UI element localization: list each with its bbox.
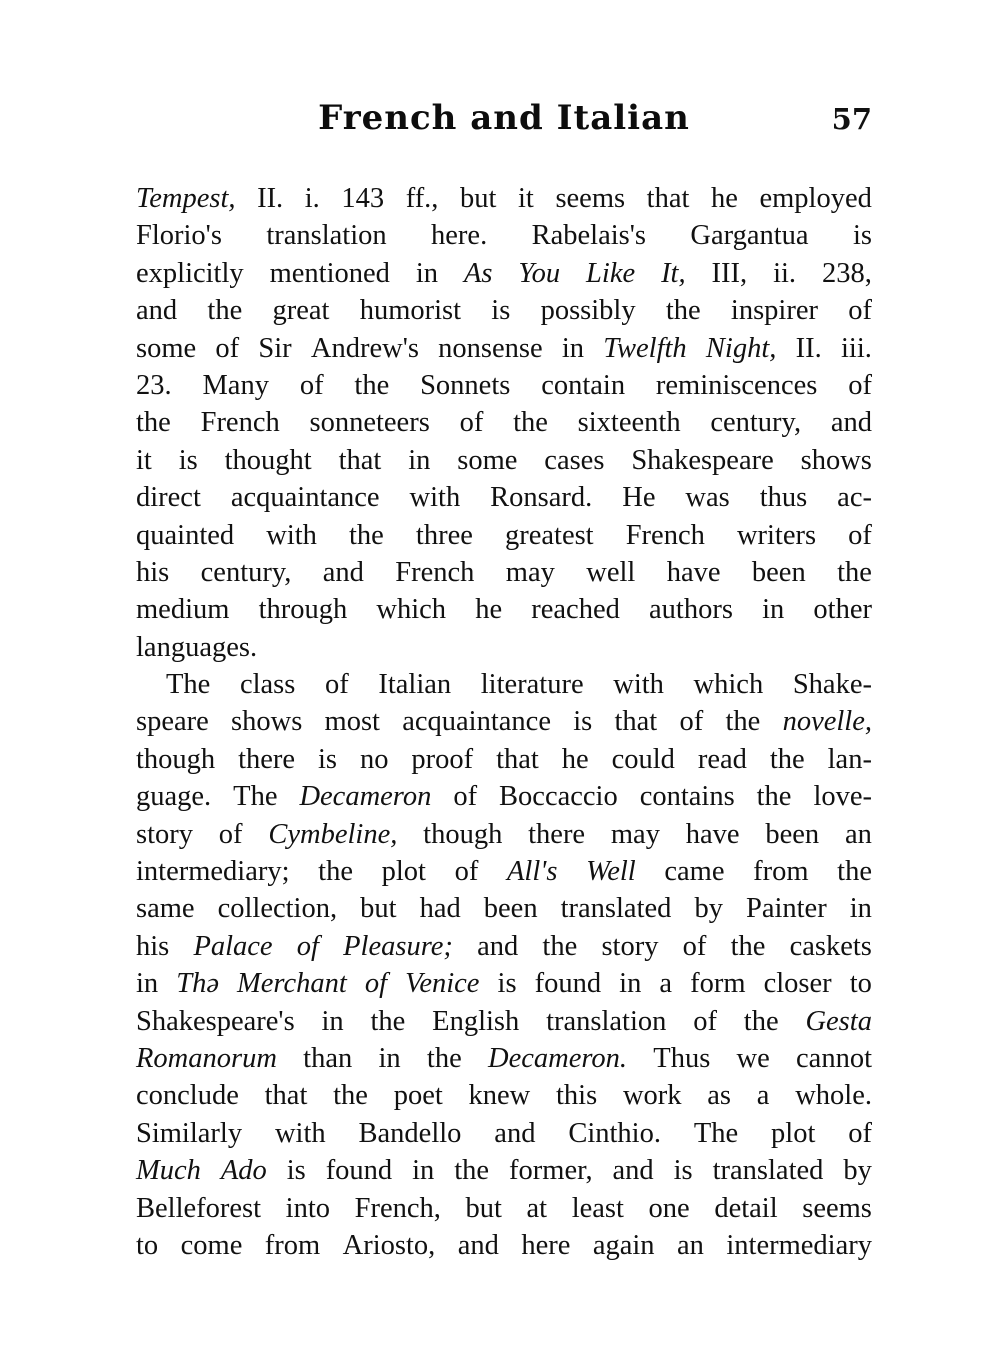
word: in [762,594,785,626]
word: but [460,183,497,214]
word: translated [560,893,672,925]
word: medium [136,594,230,626]
word: As [463,257,493,289]
word: novelle, [782,706,872,738]
word: and [457,1229,499,1261]
word: writers [736,519,817,551]
text-line [136,479,872,516]
word: the [333,1080,368,1112]
word: of [215,332,240,364]
word: of [848,519,872,551]
word: guage. [136,781,212,813]
word: come [180,1229,243,1261]
word: an [677,1229,704,1261]
word: knew [468,1080,531,1112]
word: II. [257,183,284,214]
word: other [813,594,872,626]
word: the [207,295,243,327]
word: which [376,594,447,626]
word: closer [763,968,832,1000]
word: an [844,818,872,850]
word: translation [546,1005,667,1037]
word: English [432,1005,520,1037]
text-line [136,1152,872,1189]
word: that [496,743,539,775]
word: is [178,444,198,476]
word: to [849,968,872,1000]
word: III, [711,257,748,289]
text-line [136,1227,872,1264]
word: is [497,968,517,1000]
word: in [415,257,438,289]
word: of [453,781,478,813]
word: there [238,743,296,775]
word: contains [639,781,735,813]
word: cannot [796,1042,872,1074]
word: in [321,1005,344,1037]
word: of [459,407,484,439]
word: i. [304,183,320,214]
word: may [610,818,660,850]
word: Shakespeare [631,444,774,476]
word: is [573,706,593,738]
word: read [697,743,747,775]
word: translated [712,1155,824,1187]
word: of [299,369,324,401]
word: Gesta [805,1005,872,1037]
word: this [556,1080,598,1112]
word: sonneteers [309,407,430,439]
word: employed [759,183,872,214]
word: least [571,1192,624,1224]
word: the [513,407,548,439]
word: that [338,444,382,476]
word: of [848,1117,872,1149]
word: well [586,556,636,588]
word: of [218,818,243,850]
word: reminiscences [655,369,818,401]
word: and [477,930,519,962]
word: of [364,968,388,1000]
word: the [756,781,792,813]
word: with [274,1117,326,1149]
text-line [136,367,872,404]
word: great [272,295,330,327]
word: cases [544,444,605,476]
word: acquaintance [402,706,551,738]
word: speare [136,706,209,738]
word: ii. [773,257,797,289]
word: came [664,856,725,888]
word: in [561,332,585,364]
word: here. [431,220,488,252]
word: and [322,556,364,588]
word: The [233,781,278,813]
word: from [753,856,809,888]
word: it [136,444,152,476]
word: 238, [822,257,872,289]
word: languages. [136,631,258,663]
text-line [136,778,872,815]
word: by [843,1155,872,1187]
word: a [659,968,673,1000]
word: Sonnets [420,369,511,401]
word: that [614,706,658,738]
word: work [622,1080,682,1112]
word: century, [710,407,802,439]
word: Tempest, [136,183,236,214]
body-text [136,180,872,1264]
word: ac- [837,482,872,514]
word: lan- [827,743,872,775]
word: in [136,968,159,1000]
word: plot [771,1117,816,1149]
word: Decameron. [488,1042,628,1074]
word: the [837,556,872,588]
text-line [136,928,872,965]
text-line [136,853,872,890]
word: is [318,743,338,775]
word: most [324,706,380,738]
word: plot [381,856,426,888]
word: French [395,556,475,588]
word: Twelfth [603,332,687,364]
word: II. [795,332,822,364]
word: we [736,1042,770,1074]
word: story [136,818,193,850]
word: inspirer [730,295,818,327]
word: detail [714,1192,778,1224]
word: have [666,556,721,588]
word: and [136,295,178,327]
word: possibly [540,295,636,327]
word: seems [802,1192,872,1224]
word: contain [541,369,626,401]
word: form [690,968,746,1000]
page-header [136,92,872,152]
word: and [612,1155,654,1187]
word: his [136,930,170,962]
running-head: French and Italian [318,98,690,138]
word: some [457,444,518,476]
word: he [561,743,589,775]
text-line [136,1115,872,1152]
text-line [136,517,872,554]
word: but [360,893,397,925]
word: Much [136,1155,201,1187]
word: ff., [405,183,439,214]
word: been [765,818,820,850]
word: Many [202,369,269,401]
word: The [693,1117,739,1149]
text-line [136,217,872,254]
word: which [693,669,764,701]
text-line [136,292,872,329]
word: is [673,1155,693,1187]
word: but [465,1192,502,1224]
word: intermediary; [136,856,290,888]
word: same [136,893,195,925]
word: Shakespeare's [136,1005,295,1037]
word: caskets [789,930,872,962]
word: though [136,743,216,775]
word: no [359,743,389,775]
word: with [409,482,461,514]
word: his [136,556,170,588]
word: Like [586,257,636,289]
text-line [136,741,872,778]
word: Thus [653,1042,711,1074]
word: the [837,856,872,888]
word: whole. [795,1080,872,1112]
word: Merchant [237,968,347,1000]
word: the [426,1042,462,1074]
word: in [412,1155,435,1187]
text-line [136,404,872,441]
word: the [743,1005,779,1037]
word: the [318,856,353,888]
word: been [483,893,538,925]
word: acquaintance [230,482,380,514]
word: found [325,1155,393,1187]
word: authors [649,594,733,626]
word: story [601,930,659,962]
word: at [526,1192,548,1224]
word: shows [231,706,303,738]
word: in [849,893,872,925]
word: that [264,1080,308,1112]
word: in [619,968,642,1000]
word: 143 [341,183,385,214]
word: proof [411,743,474,775]
word: poet [393,1080,443,1112]
text-line [136,1040,872,1077]
word: Shake- [792,669,872,701]
text-line [136,554,872,591]
word: century, [200,556,292,588]
word: of [693,1005,717,1037]
word: some [136,332,197,364]
word: in [378,1042,401,1074]
word: is [852,220,872,252]
word: one [648,1192,690,1224]
word: mentioned [269,257,390,289]
word: have [685,818,740,850]
word: Cinthio. [568,1117,661,1149]
word: humorist [359,295,462,327]
word: Gargantua [690,220,809,252]
word: with [266,519,317,551]
word: Pleasure; [343,930,453,962]
word: from [264,1229,321,1261]
word: the [730,930,766,962]
word: through [258,594,348,626]
word: reached [531,594,620,626]
word: found [534,968,602,1000]
word: three [415,519,473,551]
text-line [136,965,872,1002]
page-number: 57 [831,102,872,136]
word: Rabelais's [531,220,646,252]
word: of [324,669,349,701]
word: had [419,893,461,925]
word: conclude [136,1080,239,1112]
word: the [454,1155,490,1187]
word: though [423,818,503,850]
word: French [625,519,705,551]
word: Florio's [136,220,222,252]
word: Decameron [299,781,432,813]
word: of [848,369,872,401]
text-line [136,1077,872,1114]
word: shows [800,444,872,476]
word: Ariosto, [342,1229,436,1261]
text-line [136,1003,872,1040]
word: Sir [258,332,292,364]
word: he [475,594,503,626]
word: by [694,893,723,925]
word: the [769,743,805,775]
word: been [751,556,806,588]
word: he [711,183,738,214]
word: may [505,556,555,588]
word: into [285,1192,330,1224]
word: was [685,482,730,514]
word: greatest [504,519,594,551]
word: All's [507,856,558,888]
word: thought [224,444,312,476]
word: literature [480,669,584,701]
word: the [136,407,171,439]
text-line [136,180,872,217]
word: Well [586,856,636,888]
word: with [613,669,664,701]
word: Venice [405,968,480,1000]
word: Painter [745,893,827,925]
word: Andrew's [310,332,419,364]
word: It, [661,257,686,289]
word: Ronsard. [490,482,593,514]
word: 23. [136,369,172,401]
word: former, [509,1155,593,1187]
word: is [491,295,511,327]
word: is [286,1155,306,1187]
word: Ado [220,1155,267,1187]
word: in [408,444,431,476]
word: of [682,930,707,962]
word: of [848,295,872,327]
word: French [200,407,280,439]
word: it [518,183,534,214]
text-line [136,442,872,479]
word: than [303,1042,353,1074]
word: Bandello [358,1117,462,1149]
word: that [646,183,690,214]
word: Similarly [136,1117,243,1149]
word: the [354,369,390,401]
word: class [239,669,296,701]
word: intermediary [726,1229,872,1261]
word: the [542,930,578,962]
word: of [454,856,479,888]
word: there [528,818,586,850]
word: Thə [176,968,219,1000]
word: iii. [840,332,872,364]
word: explicitly [136,257,244,289]
text-line [136,591,872,628]
word: to [136,1229,159,1261]
word: quainted [136,519,235,551]
word: Italian [378,669,452,701]
word: He [622,482,656,514]
word: here [521,1229,571,1261]
word: You [518,257,561,289]
word: seems [555,183,626,214]
word: translation [266,220,387,252]
word: the [349,519,384,551]
word: could [611,743,675,775]
text-line [136,255,872,292]
word: love- [813,781,872,813]
text-line [136,1190,872,1227]
word: and [830,407,872,439]
word: as [707,1080,732,1112]
word: thus [759,482,808,514]
word: Romanorum [136,1042,277,1074]
word: direct [136,482,201,514]
word: again [592,1229,655,1261]
text-line [136,816,872,853]
word: Night, [705,332,777,364]
word: of [296,930,319,962]
word: collection, [217,893,338,925]
word: nonsense [438,332,543,364]
word: French, [354,1192,441,1224]
text-line [136,890,872,927]
word: a [756,1080,770,1112]
word: Boccaccio [499,781,618,813]
word: sixteenth [577,407,681,439]
word: Cymbeline, [268,818,398,850]
word: Belleforest [136,1192,262,1224]
word: Palace [193,930,273,962]
word: the [370,1005,406,1037]
word: of [679,706,704,738]
text-line [136,629,872,666]
word: the [725,706,761,738]
word: and [494,1117,536,1149]
word: the [665,295,701,327]
text-line [136,330,872,367]
text-line [136,666,872,703]
text-line [136,703,872,740]
word: The [166,669,211,701]
